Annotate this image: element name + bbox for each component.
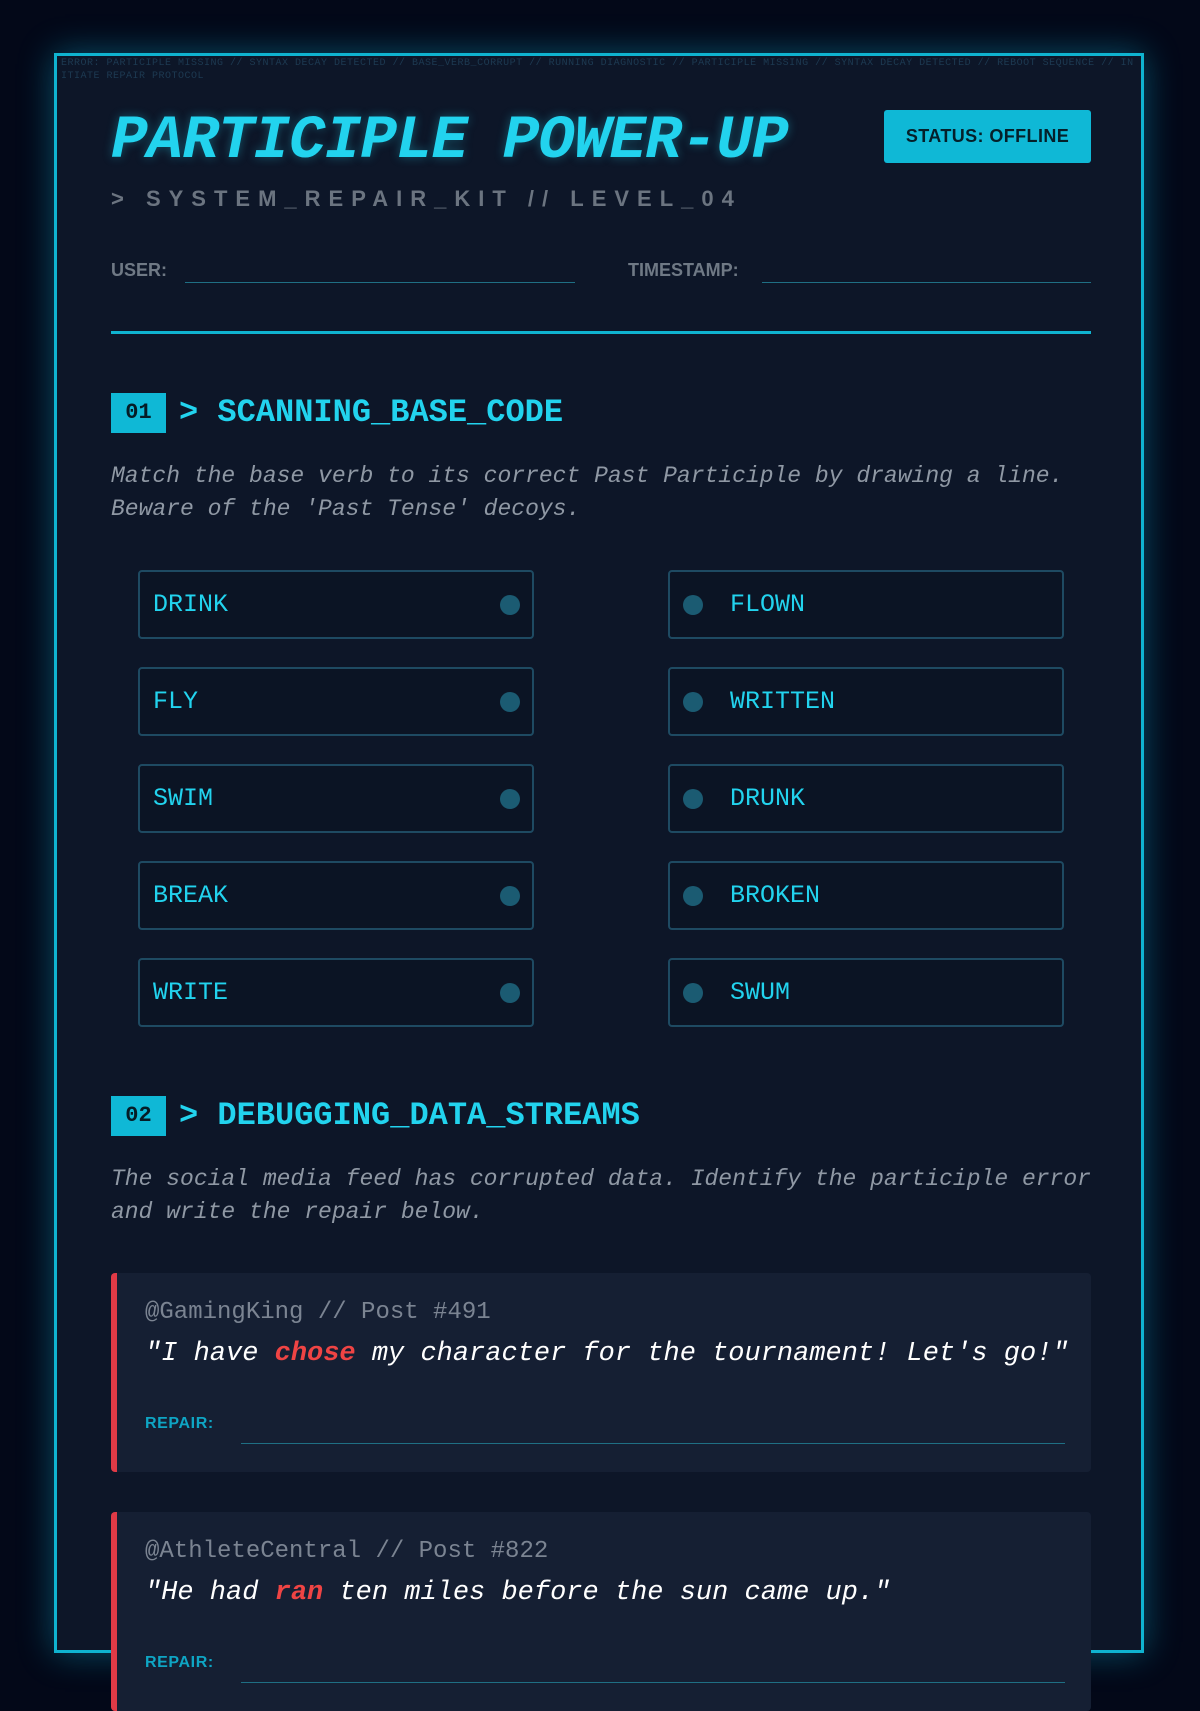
timestamp-label: TIMESTAMP:	[628, 260, 739, 280]
connector-dot[interactable]	[500, 886, 520, 906]
connector-dot[interactable]	[500, 983, 520, 1003]
quote-text: my character for the tournament! Let's go!"	[355, 1339, 1069, 1369]
participle-item[interactable]	[668, 958, 1064, 1027]
connector-dot[interactable]	[683, 595, 703, 615]
quote-text: "He had	[145, 1578, 275, 1608]
connector-dot[interactable]	[683, 789, 703, 809]
section-number: 02	[111, 1096, 166, 1136]
error-word: chose	[274, 1339, 356, 1369]
participle-label: DRUNK	[730, 784, 806, 813]
quote-text: ten miles before the sun came up."	[323, 1578, 891, 1608]
base-verb-item[interactable]	[138, 667, 534, 736]
connector-dot[interactable]	[683, 886, 703, 906]
post-quote	[145, 1339, 1069, 1369]
quote-text: "I have	[145, 1339, 275, 1369]
base-verb-item[interactable]	[138, 570, 534, 639]
base-verb-item[interactable]	[138, 958, 534, 1027]
background-ticker-text: ERROR: PARTICIPLE MISSING // SYNTAX DECAY DETECTED // BASE_VERB_CORRUPT // RUNNING DIAGNOSTIC // PARTICIPLE MISSING // SYNTAX DECAY DETECTED // REBOOT SEQUENCE // INITIATE REPAIR PROTOCOL	[61, 58, 1134, 82]
connector-dot[interactable]	[500, 595, 520, 615]
participle-label: BROKEN	[730, 881, 821, 910]
post-handle: @AthleteCentral // Post #822	[145, 1538, 549, 1565]
social-post	[111, 1273, 1091, 1472]
user-field[interactable]	[185, 282, 575, 283]
section-1-instructions: Match the base verb to its correct Past Participle by drawing a line. Beware of the 'Past Tense' decoys.	[111, 463, 1064, 522]
repair-input[interactable]	[241, 1443, 1065, 1444]
section-2-instructions: The social media feed has corrupted data. Identify the participle error and write the repair below.	[111, 1166, 1091, 1225]
section-title: > DEBUGGING_DATA_STREAMS	[179, 1097, 640, 1134]
participle-item[interactable]	[668, 570, 1064, 639]
page-subtitle: > SYSTEM_REPAIR_KIT // LEVEL_04	[111, 186, 742, 211]
social-post	[111, 1512, 1091, 1711]
timestamp-field[interactable]	[762, 282, 1091, 283]
section-number: 01	[111, 393, 166, 433]
worksheet	[54, 53, 1144, 1671]
participle-item[interactable]	[668, 667, 1064, 736]
connector-dot[interactable]	[683, 692, 703, 712]
repair-label: REPAIR:	[145, 1654, 214, 1671]
status-badge: STATUS: OFFLINE	[884, 110, 1091, 163]
repair-input[interactable]	[241, 1682, 1065, 1683]
base-verb-label: FLY	[153, 687, 199, 716]
section-2-header	[111, 1096, 1091, 1136]
section-title: > SCANNING_BASE_CODE	[179, 394, 564, 431]
participle-label: WRITTEN	[730, 687, 836, 716]
participle-label: FLOWN	[730, 590, 806, 619]
base-verb-label: SWIM	[153, 784, 214, 813]
error-word: ran	[274, 1578, 324, 1608]
connector-dot[interactable]	[683, 983, 703, 1003]
base-verb-item[interactable]	[138, 764, 534, 833]
page-title: PARTICIPLE POWER-UP	[111, 107, 788, 176]
user-label: USER:	[111, 260, 168, 280]
participle-label: SWUM	[730, 978, 791, 1007]
participle-item[interactable]	[668, 764, 1064, 833]
base-verb-item[interactable]	[138, 861, 534, 930]
post-quote	[145, 1578, 890, 1608]
header-divider	[111, 331, 1091, 334]
base-verb-label: DRINK	[153, 590, 229, 619]
info-fields	[111, 260, 1091, 290]
connector-dot[interactable]	[500, 692, 520, 712]
participle-item[interactable]	[668, 861, 1064, 930]
base-verb-label: WRITE	[153, 978, 229, 1007]
repair-label: REPAIR:	[145, 1415, 214, 1432]
connector-dot[interactable]	[500, 789, 520, 809]
post-handle: @GamingKing // Post #491	[145, 1299, 491, 1326]
base-verb-label: BREAK	[153, 881, 229, 910]
section-1-header	[111, 393, 1091, 433]
